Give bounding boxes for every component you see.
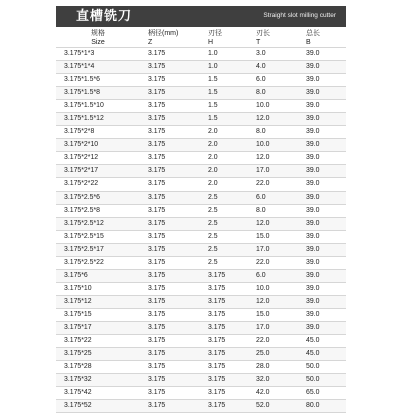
size-cell: 3.175*2.5*12 xyxy=(56,217,140,230)
total-length-cell: 39.0 xyxy=(298,87,346,100)
shank-cell: 3.175 xyxy=(140,374,200,387)
spec-table-body xyxy=(56,48,346,413)
blade-diameter-cell: 3.175 xyxy=(200,282,248,295)
table-row xyxy=(56,348,346,361)
column-header-total-length-en: B xyxy=(298,38,346,48)
blade-diameter-cell: 2.5 xyxy=(200,256,248,269)
blade-length-cell: 10.0 xyxy=(248,100,298,113)
blade-length-cell: 52.0 xyxy=(248,400,298,413)
table-row xyxy=(56,113,346,126)
blade-diameter-cell: 3.175 xyxy=(200,374,248,387)
total-length-cell: 45.0 xyxy=(298,348,346,361)
blade-length-cell: 17.0 xyxy=(248,243,298,256)
blade-diameter-cell: 1.0 xyxy=(200,61,248,74)
size-cell: 3.175*6 xyxy=(56,269,140,282)
blade-length-cell: 17.0 xyxy=(248,165,298,178)
blade-diameter-cell: 2.5 xyxy=(200,204,248,217)
total-length-cell: 39.0 xyxy=(298,321,346,334)
table-row xyxy=(56,361,346,374)
size-cell: 3.175*2.5*15 xyxy=(56,230,140,243)
total-length-cell: 39.0 xyxy=(298,243,346,256)
shank-cell: 3.175 xyxy=(140,48,200,61)
size-cell: 3.175*2.5*8 xyxy=(56,204,140,217)
blade-diameter-cell: 2.0 xyxy=(200,139,248,152)
blade-length-cell: 42.0 xyxy=(248,387,298,400)
header-row-en xyxy=(56,38,346,48)
table-row xyxy=(56,400,346,413)
blade-length-cell: 10.0 xyxy=(248,282,298,295)
blade-diameter-cell: 3.175 xyxy=(200,269,248,282)
shank-cell: 3.175 xyxy=(140,269,200,282)
blade-length-cell: 22.0 xyxy=(248,256,298,269)
blade-diameter-cell: 3.175 xyxy=(200,335,248,348)
table-row xyxy=(56,335,346,348)
blade-length-cell: 4.0 xyxy=(248,61,298,74)
blade-length-cell: 8.0 xyxy=(248,204,298,217)
total-length-cell: 39.0 xyxy=(298,61,346,74)
blade-length-cell: 15.0 xyxy=(248,230,298,243)
blade-length-cell: 15.0 xyxy=(248,308,298,321)
table-row xyxy=(56,191,346,204)
blade-diameter-cell: 2.0 xyxy=(200,165,248,178)
table-row xyxy=(56,256,346,269)
blade-length-cell: 12.0 xyxy=(248,152,298,165)
size-cell: 3.175*1.5*8 xyxy=(56,87,140,100)
blade-diameter-cell: 1.5 xyxy=(200,87,248,100)
table-row xyxy=(56,165,346,178)
shank-cell: 3.175 xyxy=(140,126,200,139)
blade-length-cell: 25.0 xyxy=(248,348,298,361)
blade-length-cell: 12.0 xyxy=(248,113,298,126)
blade-diameter-cell: 3.175 xyxy=(200,308,248,321)
shank-cell: 3.175 xyxy=(140,191,200,204)
total-length-cell: 39.0 xyxy=(298,217,346,230)
size-cell: 3.175*2*17 xyxy=(56,165,140,178)
page-subtitle: Straight slot milling cutter xyxy=(263,12,336,19)
size-cell: 3.175*32 xyxy=(56,374,140,387)
total-length-cell: 39.0 xyxy=(298,165,346,178)
total-length-cell: 39.0 xyxy=(298,74,346,87)
page-title: 直槽铣刀 xyxy=(76,9,133,24)
size-cell: 3.175*1.5*12 xyxy=(56,113,140,126)
shank-cell: 3.175 xyxy=(140,74,200,87)
size-cell: 3.175*42 xyxy=(56,387,140,400)
title-bar xyxy=(56,6,346,27)
shank-cell: 3.175 xyxy=(140,295,200,308)
table-row xyxy=(56,230,346,243)
blade-diameter-cell: 3.175 xyxy=(200,361,248,374)
blade-length-cell: 8.0 xyxy=(248,87,298,100)
total-length-cell: 39.0 xyxy=(298,204,346,217)
size-cell: 3.175*15 xyxy=(56,308,140,321)
total-length-cell: 39.0 xyxy=(298,100,346,113)
blade-diameter-cell: 1.0 xyxy=(200,48,248,61)
blade-diameter-cell: 1.5 xyxy=(200,74,248,87)
size-cell: 3.175*10 xyxy=(56,282,140,295)
shank-cell: 3.175 xyxy=(140,61,200,74)
size-cell: 3.175*12 xyxy=(56,295,140,308)
total-length-cell: 39.0 xyxy=(298,178,346,191)
blade-diameter-cell: 3.175 xyxy=(200,321,248,334)
total-length-cell: 39.0 xyxy=(298,282,346,295)
size-cell: 3.175*2.5*17 xyxy=(56,243,140,256)
column-header-blade-diameter-en: H xyxy=(200,38,248,48)
column-header-size-cn: 规格 xyxy=(91,30,105,37)
blade-diameter-cell: 3.175 xyxy=(200,295,248,308)
shank-cell: 3.175 xyxy=(140,139,200,152)
size-cell: 3.175*25 xyxy=(56,348,140,361)
shank-cell: 3.175 xyxy=(140,361,200,374)
total-length-cell: 50.0 xyxy=(298,374,346,387)
total-length-cell: 65.0 xyxy=(298,387,346,400)
column-header-total-length-cn: 总长 xyxy=(306,30,320,37)
size-cell: 3.175*2*10 xyxy=(56,139,140,152)
column-header-size-en: Size xyxy=(56,38,140,48)
shank-cell: 3.175 xyxy=(140,204,200,217)
blade-diameter-cell: 1.5 xyxy=(200,100,248,113)
total-length-cell: 39.0 xyxy=(298,269,346,282)
blade-diameter-cell: 1.5 xyxy=(200,113,248,126)
size-cell: 3.175*2.5*22 xyxy=(56,256,140,269)
table-row xyxy=(56,178,346,191)
blade-length-cell: 22.0 xyxy=(248,335,298,348)
blade-diameter-cell: 3.175 xyxy=(200,400,248,413)
shank-cell: 3.175 xyxy=(140,230,200,243)
size-cell: 3.175*22 xyxy=(56,335,140,348)
total-length-cell: 39.0 xyxy=(298,139,346,152)
column-header-blade-length-cn: 刃长 xyxy=(256,30,270,37)
shank-cell: 3.175 xyxy=(140,321,200,334)
size-cell: 3.175*2*8 xyxy=(56,126,140,139)
table-row xyxy=(56,282,346,295)
table-row xyxy=(56,269,346,282)
blade-diameter-cell: 3.175 xyxy=(200,348,248,361)
total-length-cell: 39.0 xyxy=(298,191,346,204)
column-header-blade-diameter-cn: 刃径 xyxy=(208,30,222,37)
table-row xyxy=(56,387,346,400)
total-length-cell: 39.0 xyxy=(298,256,346,269)
size-cell: 3.175*17 xyxy=(56,321,140,334)
total-length-cell: 39.0 xyxy=(298,126,346,139)
table-row xyxy=(56,126,346,139)
spec-table xyxy=(56,29,346,413)
shank-cell: 3.175 xyxy=(140,400,200,413)
shank-cell: 3.175 xyxy=(140,282,200,295)
shank-cell: 3.175 xyxy=(140,165,200,178)
size-cell: 3.175*1*3 xyxy=(56,48,140,61)
total-length-cell: 39.0 xyxy=(298,230,346,243)
blade-length-cell: 28.0 xyxy=(248,361,298,374)
blade-diameter-cell: 2.0 xyxy=(200,152,248,165)
column-header-shank-en: Z xyxy=(140,38,200,48)
shank-cell: 3.175 xyxy=(140,308,200,321)
spec-sheet xyxy=(56,6,346,410)
shank-cell: 3.175 xyxy=(140,178,200,191)
table-row xyxy=(56,61,346,74)
shank-cell: 3.175 xyxy=(140,243,200,256)
shank-cell: 3.175 xyxy=(140,348,200,361)
table-row xyxy=(56,74,346,87)
table-row xyxy=(56,48,346,61)
blade-diameter-cell: 3.175 xyxy=(200,387,248,400)
blade-length-cell: 12.0 xyxy=(248,295,298,308)
shank-cell: 3.175 xyxy=(140,256,200,269)
total-length-cell: 39.0 xyxy=(298,308,346,321)
blade-diameter-cell: 2.5 xyxy=(200,191,248,204)
blade-diameter-cell: 2.0 xyxy=(200,178,248,191)
total-length-cell: 45.0 xyxy=(298,335,346,348)
blade-length-cell: 6.0 xyxy=(248,74,298,87)
blade-length-cell: 22.0 xyxy=(248,178,298,191)
blade-length-cell: 10.0 xyxy=(248,139,298,152)
blade-length-cell: 8.0 xyxy=(248,126,298,139)
size-cell: 3.175*2.5*6 xyxy=(56,191,140,204)
total-length-cell: 39.0 xyxy=(298,113,346,126)
total-length-cell: 80.0 xyxy=(298,400,346,413)
size-cell: 3.175*28 xyxy=(56,361,140,374)
table-row xyxy=(56,321,346,334)
table-row xyxy=(56,100,346,113)
blade-diameter-cell: 2.0 xyxy=(200,126,248,139)
table-row xyxy=(56,87,346,100)
blade-diameter-cell: 2.5 xyxy=(200,230,248,243)
shank-cell: 3.175 xyxy=(140,87,200,100)
size-cell: 3.175*2*22 xyxy=(56,178,140,191)
shank-cell: 3.175 xyxy=(140,152,200,165)
column-header-blade-length-en: T xyxy=(248,38,298,48)
size-cell: 3.175*52 xyxy=(56,400,140,413)
shank-cell: 3.175 xyxy=(140,217,200,230)
blade-length-cell: 3.0 xyxy=(248,48,298,61)
total-length-cell: 39.0 xyxy=(298,152,346,165)
header-row-cn xyxy=(56,29,346,38)
total-length-cell: 39.0 xyxy=(298,48,346,61)
column-header-shank-cn: 柄径(mm) xyxy=(148,30,179,37)
size-cell: 3.175*1.5*10 xyxy=(56,100,140,113)
blade-diameter-cell: 2.5 xyxy=(200,243,248,256)
blade-length-cell: 12.0 xyxy=(248,217,298,230)
shank-cell: 3.175 xyxy=(140,387,200,400)
table-row xyxy=(56,217,346,230)
size-cell: 3.175*1.5*6 xyxy=(56,74,140,87)
table-row xyxy=(56,139,346,152)
shank-cell: 3.175 xyxy=(140,113,200,126)
shank-cell: 3.175 xyxy=(140,335,200,348)
blade-length-cell: 6.0 xyxy=(248,269,298,282)
total-length-cell: 50.0 xyxy=(298,361,346,374)
table-row xyxy=(56,374,346,387)
blade-length-cell: 6.0 xyxy=(248,191,298,204)
size-cell: 3.175*1*4 xyxy=(56,61,140,74)
size-cell: 3.175*2*12 xyxy=(56,152,140,165)
shank-cell: 3.175 xyxy=(140,100,200,113)
table-row xyxy=(56,152,346,165)
table-row xyxy=(56,308,346,321)
blade-length-cell: 17.0 xyxy=(248,321,298,334)
blade-diameter-cell: 2.5 xyxy=(200,217,248,230)
total-length-cell: 39.0 xyxy=(298,295,346,308)
table-row xyxy=(56,295,346,308)
blade-length-cell: 32.0 xyxy=(248,374,298,387)
table-row xyxy=(56,204,346,217)
table-row xyxy=(56,243,346,256)
